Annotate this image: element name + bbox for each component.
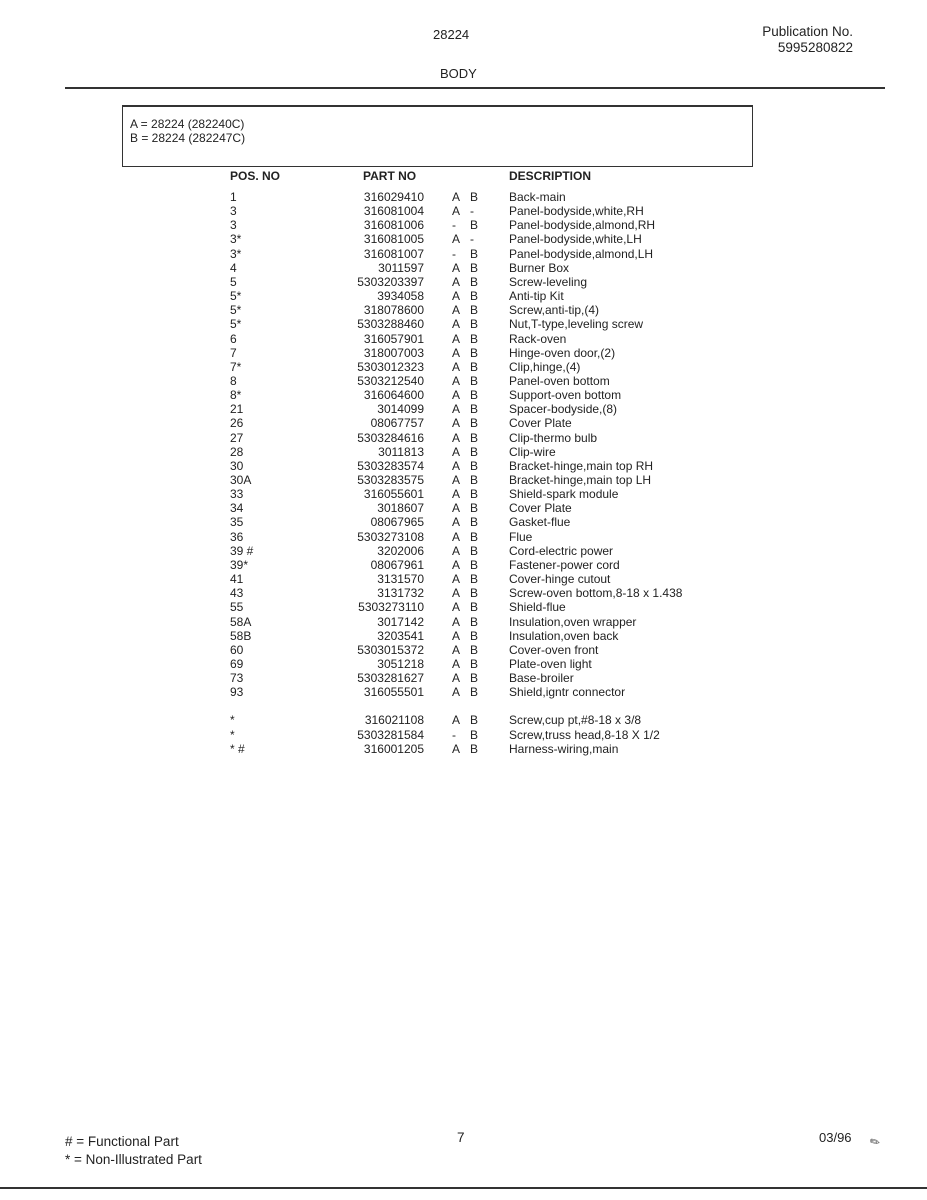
part-number-cell: 3202006 bbox=[377, 543, 424, 558]
model-a-cell: A bbox=[452, 600, 461, 615]
table-row bbox=[0, 487, 927, 501]
model-b-cell: B bbox=[470, 628, 479, 643]
model-b-cell: B bbox=[470, 473, 479, 487]
pos-cell: * bbox=[230, 713, 235, 728]
table-row bbox=[0, 332, 927, 346]
table-row bbox=[0, 317, 927, 331]
model-b-cell: B bbox=[470, 600, 479, 615]
model-a-cell: - bbox=[452, 218, 456, 233]
part-number-cell: 316029410 bbox=[363, 190, 424, 204]
part-number-cell: 3011597 bbox=[378, 260, 424, 275]
table-row bbox=[0, 671, 927, 685]
publication-label: Publication No. bbox=[762, 24, 853, 39]
description-cell: Plate-oven light bbox=[509, 656, 592, 671]
pos-cell: 69 bbox=[230, 656, 244, 671]
pos-cell: 7 bbox=[230, 345, 237, 360]
pos-cell: 28 bbox=[230, 444, 244, 459]
model-legend-box bbox=[122, 105, 753, 167]
part-number-cell: 316064600 bbox=[363, 388, 424, 403]
pos-cell: 34 bbox=[230, 501, 244, 516]
model-a-cell: A bbox=[452, 331, 461, 346]
table-row bbox=[0, 289, 927, 303]
table-row bbox=[0, 629, 927, 643]
model-b-cell: - bbox=[470, 232, 474, 247]
part-number-cell: 318078600 bbox=[363, 303, 424, 318]
model-a-cell: A bbox=[452, 671, 461, 686]
model-b-cell: B bbox=[470, 289, 479, 304]
model-a-cell: A bbox=[452, 529, 461, 544]
part-number-cell: 316001205 bbox=[363, 741, 424, 756]
model-b-cell: B bbox=[470, 430, 479, 445]
part-number-cell: 5303212540 bbox=[357, 373, 424, 388]
model-a: A = 28224 (282240C) bbox=[130, 117, 245, 131]
pos-cell: 39 # bbox=[230, 543, 254, 558]
part-number-cell: 5303281627 bbox=[357, 671, 424, 686]
table-row bbox=[0, 218, 927, 232]
pos-cell: 39* bbox=[230, 557, 249, 572]
part-number-cell: 3131570 bbox=[377, 572, 424, 587]
description-cell: Panel-bodyside,almond,LH bbox=[509, 246, 654, 261]
pos-cell: 8 bbox=[230, 373, 237, 388]
pos-cell: 36 bbox=[230, 529, 244, 544]
pos-cell: * # bbox=[230, 741, 245, 756]
column-header-pos: POS. NO bbox=[230, 169, 281, 183]
model-a-cell: A bbox=[452, 685, 461, 700]
part-number-cell: 3051218 bbox=[377, 656, 424, 671]
model-a-cell: A bbox=[452, 190, 461, 204]
description-cell: Fastener-power cord bbox=[509, 557, 620, 572]
model-b-cell: B bbox=[470, 246, 479, 261]
model-b-cell: B bbox=[470, 685, 479, 700]
part-number-cell: 5303012323 bbox=[357, 359, 424, 374]
table-row bbox=[0, 459, 927, 473]
table-row bbox=[0, 445, 927, 459]
description-cell: Screw-leveling bbox=[509, 274, 588, 289]
table-row bbox=[0, 713, 927, 727]
model-a-cell: A bbox=[452, 557, 461, 572]
model-b-cell: - bbox=[470, 204, 474, 219]
description-cell: Screw-oven bottom,8-18 x 1.438 bbox=[509, 586, 683, 601]
table-row bbox=[0, 643, 927, 657]
table-row bbox=[0, 685, 927, 699]
handwritten-mark: ✎ bbox=[867, 1133, 883, 1151]
model-b-cell: B bbox=[470, 317, 479, 332]
pos-cell: 3* bbox=[230, 232, 242, 247]
model-a-cell: A bbox=[452, 614, 461, 629]
model-a-cell: A bbox=[452, 317, 461, 332]
table-row bbox=[0, 473, 927, 487]
model-b-cell: B bbox=[470, 218, 479, 233]
model-a-cell: A bbox=[452, 458, 461, 473]
part-number-cell: 3018607 bbox=[377, 501, 424, 516]
description-cell: Nut,T-type,leveling screw bbox=[509, 317, 644, 332]
description-cell: Cover-oven front bbox=[509, 642, 599, 657]
column-header-part: PART NO bbox=[363, 169, 417, 183]
model-a-cell: A bbox=[452, 487, 461, 502]
model-b-cell: B bbox=[470, 642, 479, 657]
part-number-cell: 5303015372 bbox=[357, 642, 424, 657]
publication-info bbox=[762, 24, 853, 56]
table-row bbox=[0, 515, 927, 529]
part-number-cell: 5303288460 bbox=[357, 317, 424, 332]
description-cell: Shield-spark module bbox=[509, 487, 619, 502]
pos-cell: 5* bbox=[230, 317, 242, 332]
pos-cell: * bbox=[230, 727, 235, 742]
pos-cell: 33 bbox=[230, 487, 244, 502]
table-row bbox=[0, 261, 927, 275]
model-b-cell: B bbox=[470, 543, 479, 558]
description-cell: Back-main bbox=[509, 190, 566, 204]
pos-cell: 27 bbox=[230, 430, 244, 445]
description-cell: Cover Plate bbox=[509, 416, 572, 431]
description-cell: Shield-flue bbox=[509, 600, 566, 615]
pos-cell: 43 bbox=[230, 586, 244, 601]
model-a-cell: A bbox=[452, 572, 461, 587]
footer-legend bbox=[65, 1133, 202, 1169]
model-a-cell: A bbox=[452, 388, 461, 403]
page-number: 7 bbox=[457, 1130, 465, 1145]
part-number-cell: 3934058 bbox=[377, 289, 424, 304]
part-number-cell: 316081004 bbox=[363, 204, 424, 219]
pos-cell: 3 bbox=[230, 204, 237, 219]
part-number-cell: 5303273110 bbox=[358, 600, 424, 615]
pos-cell: 5* bbox=[230, 303, 242, 318]
model-b-cell: B bbox=[470, 190, 479, 204]
model-a-cell: - bbox=[452, 727, 456, 742]
description-cell: Panel-bodyside,white,LH bbox=[509, 232, 642, 247]
table-row bbox=[0, 247, 927, 261]
model-a-cell: A bbox=[452, 345, 461, 360]
table-row bbox=[0, 657, 927, 671]
model-b-cell: B bbox=[470, 303, 479, 318]
part-number-cell: 316081005 bbox=[363, 232, 424, 247]
table-row bbox=[0, 204, 927, 218]
table-row bbox=[0, 742, 927, 756]
part-number-cell: 316057901 bbox=[363, 331, 424, 346]
model-a-cell: A bbox=[452, 232, 461, 247]
model-b-cell: B bbox=[470, 515, 479, 530]
pos-cell: 60 bbox=[230, 642, 244, 657]
pos-cell: 8* bbox=[230, 388, 242, 403]
pos-cell: 73 bbox=[230, 671, 244, 686]
pos-cell: 35 bbox=[230, 515, 244, 530]
description-cell: Hinge-oven door,(2) bbox=[509, 345, 616, 360]
part-number-cell: 316081006 bbox=[363, 218, 424, 233]
description-cell: Cover-hinge cutout bbox=[509, 572, 611, 587]
table-row bbox=[0, 544, 927, 558]
pos-cell: 41 bbox=[230, 572, 244, 587]
pos-cell: 93 bbox=[230, 685, 244, 700]
description-cell: Anti-tip Kit bbox=[509, 289, 564, 304]
pos-cell: 3 bbox=[230, 218, 237, 233]
table-row bbox=[0, 388, 927, 402]
legend-functional: # = Functional Part bbox=[65, 1134, 179, 1149]
description-cell: Burner Box bbox=[509, 260, 570, 275]
model-b-cell: B bbox=[470, 501, 479, 516]
table-row bbox=[0, 431, 927, 445]
pos-cell: 6 bbox=[230, 331, 237, 346]
model-b-cell: B bbox=[470, 274, 479, 289]
description-cell: Insulation,oven back bbox=[509, 628, 619, 643]
model-b-cell: B bbox=[470, 359, 479, 374]
section-title: BODY bbox=[440, 66, 477, 81]
pos-cell: 4 bbox=[230, 260, 237, 275]
description-cell: Screw,cup pt,#8-18 x 3/8 bbox=[509, 713, 642, 728]
pos-cell: 5* bbox=[230, 289, 242, 304]
table-row bbox=[0, 558, 927, 572]
model-b-cell: B bbox=[470, 529, 479, 544]
model-b-cell: B bbox=[470, 388, 479, 403]
pos-cell: 3* bbox=[230, 246, 242, 261]
header-divider bbox=[65, 87, 885, 89]
model-a-cell: A bbox=[452, 359, 461, 374]
description-cell: Panel-oven bottom bbox=[509, 373, 610, 388]
description-cell: Insulation,oven wrapper bbox=[509, 614, 637, 629]
model-b-cell: B bbox=[470, 345, 479, 360]
model-a-cell: A bbox=[452, 402, 461, 417]
model-b-cell: B bbox=[470, 586, 479, 601]
model-a-cell: A bbox=[452, 303, 461, 318]
table-row bbox=[0, 572, 927, 586]
part-number-cell: 316021108 bbox=[364, 713, 424, 728]
part-number-cell: 3203541 bbox=[377, 628, 424, 643]
pos-cell: 26 bbox=[230, 416, 244, 431]
description-cell: Cord-electric power bbox=[509, 543, 614, 558]
table-row bbox=[0, 303, 927, 317]
model-b-cell: B bbox=[470, 444, 479, 459]
model-a-cell: A bbox=[452, 656, 461, 671]
model-a-cell: A bbox=[452, 628, 461, 643]
model-b-cell: B bbox=[470, 416, 479, 431]
part-number-cell: 3131732 bbox=[377, 586, 424, 601]
part-number-cell: 5303203397 bbox=[357, 274, 424, 289]
description-cell: Rack-oven bbox=[509, 331, 567, 346]
table-row bbox=[0, 501, 927, 515]
model-b-cell: B bbox=[470, 487, 479, 502]
footer-divider bbox=[0, 1187, 927, 1189]
description-cell: Panel-bodyside,white,RH bbox=[509, 204, 644, 219]
model-b-cell: B bbox=[470, 656, 479, 671]
model-b-cell: B bbox=[470, 331, 479, 346]
part-number-cell: 5303284616 bbox=[357, 430, 424, 445]
part-number-cell: 316081007 bbox=[363, 246, 424, 261]
model-b-cell: B bbox=[470, 713, 479, 728]
pos-cell: 21 bbox=[230, 402, 244, 417]
model-a-cell: A bbox=[452, 473, 461, 487]
model-a-cell: A bbox=[452, 515, 461, 530]
part-number-cell: 08067965 bbox=[370, 515, 424, 530]
model-a-cell: A bbox=[452, 274, 461, 289]
table-row bbox=[0, 530, 927, 544]
part-number-cell: 316055601 bbox=[363, 487, 424, 502]
description-cell: Screw,truss head,8-18 X 1/2 bbox=[509, 727, 660, 742]
column-header-description: DESCRIPTION bbox=[509, 169, 592, 183]
description-cell: Base-broiler bbox=[509, 671, 574, 686]
part-number-cell: 3014099 bbox=[377, 402, 424, 417]
model-a-cell: A bbox=[452, 642, 461, 657]
part-number-cell: 08067961 bbox=[370, 557, 424, 572]
model-b-cell: B bbox=[470, 614, 479, 629]
model-b: B = 28224 (282247C) bbox=[130, 131, 246, 145]
model-a-cell: A bbox=[452, 289, 461, 304]
part-number-cell: 3011813 bbox=[378, 444, 424, 459]
part-number-cell: 5303281584 bbox=[357, 727, 424, 742]
description-cell: Panel-bodyside,almond,RH bbox=[509, 218, 656, 233]
pos-cell: 55 bbox=[230, 600, 244, 615]
pos-cell: 30 bbox=[230, 458, 244, 473]
model-a-cell: A bbox=[452, 713, 461, 728]
description-cell: Spacer-bodyside,(8) bbox=[509, 402, 618, 417]
pos-cell: 1 bbox=[230, 190, 237, 204]
table-row bbox=[0, 360, 927, 374]
pos-cell: 58B bbox=[230, 628, 252, 643]
model-b-cell: B bbox=[470, 458, 479, 473]
description-cell: Clip-wire bbox=[509, 444, 556, 459]
model-a-cell: A bbox=[452, 543, 461, 558]
model-b-cell: B bbox=[470, 373, 479, 388]
pos-cell: 7* bbox=[230, 359, 242, 374]
model-number: 28224 bbox=[433, 27, 470, 42]
table-row bbox=[0, 190, 927, 204]
model-a-cell: A bbox=[452, 741, 461, 756]
model-b-cell: B bbox=[470, 727, 479, 742]
model-a-cell: A bbox=[452, 501, 461, 516]
table-row bbox=[0, 416, 927, 430]
table-row bbox=[0, 346, 927, 360]
description-cell: Clip-thermo bulb bbox=[509, 430, 598, 445]
part-number-cell: 08067757 bbox=[370, 416, 424, 431]
table-row bbox=[0, 232, 927, 246]
description-cell: Shield,igntr connector bbox=[509, 685, 626, 700]
description-cell: Clip,hinge,(4) bbox=[509, 359, 581, 374]
table-row bbox=[0, 615, 927, 629]
model-b-cell: B bbox=[470, 402, 479, 417]
description-cell: Bracket-hinge,main top LH bbox=[509, 473, 652, 487]
model-b-cell: B bbox=[470, 741, 479, 756]
pos-cell: 30A bbox=[230, 473, 252, 487]
model-a-cell: A bbox=[452, 416, 461, 431]
description-cell: Gasket-flue bbox=[509, 515, 571, 530]
part-number-cell: 5303283575 bbox=[357, 473, 424, 487]
description-cell: Support-oven bottom bbox=[509, 388, 622, 403]
part-number-cell: 318007003 bbox=[363, 345, 424, 360]
part-number-cell: 5303273108 bbox=[357, 529, 424, 544]
part-number-cell: 5303283574 bbox=[357, 458, 424, 473]
model-a-cell: A bbox=[452, 430, 461, 445]
model-a-cell: A bbox=[452, 373, 461, 388]
model-a-cell: - bbox=[452, 246, 456, 261]
model-a-cell: A bbox=[452, 444, 461, 459]
description-cell: Bracket-hinge,main top RH bbox=[509, 458, 654, 473]
table-row bbox=[0, 600, 927, 614]
model-b-cell: B bbox=[470, 260, 479, 275]
description-cell: Harness-wiring,main bbox=[509, 741, 619, 756]
pos-cell: 58A bbox=[230, 614, 252, 629]
revision-date: 03/96 bbox=[819, 1130, 852, 1145]
description-cell: Screw,anti-tip,(4) bbox=[509, 303, 600, 318]
publication-number: 5995280822 bbox=[777, 40, 853, 55]
table-row bbox=[0, 275, 927, 289]
model-b-cell: B bbox=[470, 572, 479, 587]
table-row bbox=[0, 586, 927, 600]
pos-cell: 5 bbox=[230, 274, 237, 289]
part-number-cell: 3017142 bbox=[377, 614, 424, 629]
table-row bbox=[0, 374, 927, 388]
description-cell: Cover Plate bbox=[509, 501, 572, 516]
model-a-cell: A bbox=[452, 204, 461, 219]
model-a-cell: A bbox=[452, 586, 461, 601]
legend-non-illustrated: * = Non-Illustrated Part bbox=[65, 1152, 202, 1167]
model-b-cell: B bbox=[470, 557, 479, 572]
model-a-cell: A bbox=[452, 260, 461, 275]
table-row bbox=[0, 402, 927, 416]
model-b-cell: B bbox=[470, 671, 479, 686]
table-row bbox=[0, 728, 927, 742]
part-number-cell: 316055501 bbox=[363, 685, 424, 700]
description-cell: Flue bbox=[509, 529, 533, 544]
